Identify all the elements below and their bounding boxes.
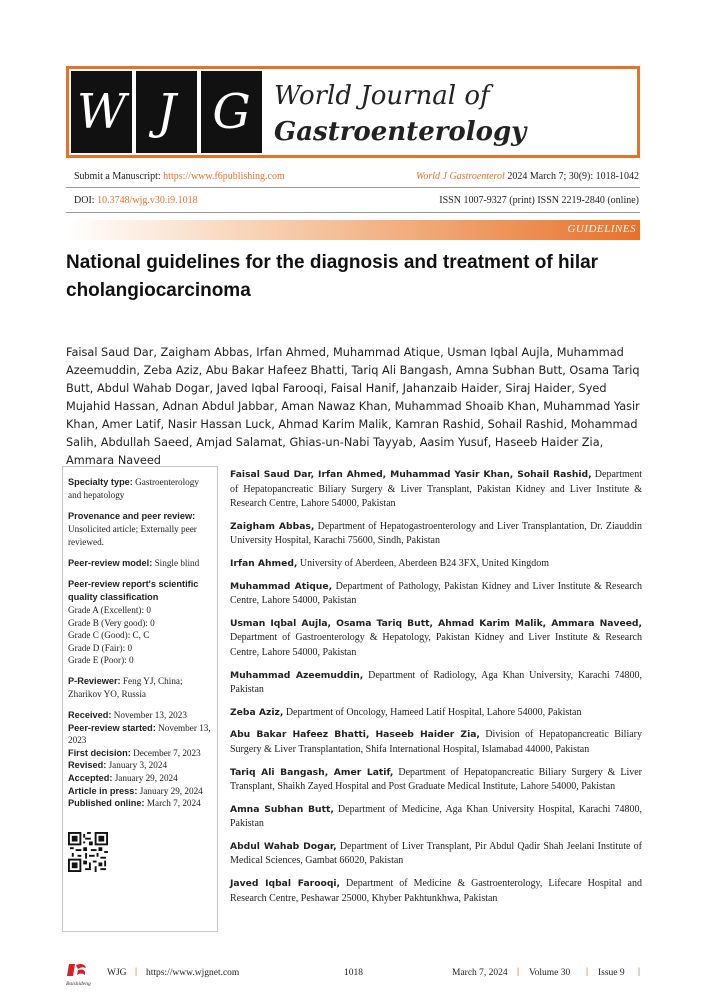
affiliation-text: University of Aberdeen, Aberdeen B24 3FX, United Kingdom bbox=[297, 557, 550, 569]
date-value: January 3, 2024 bbox=[106, 760, 168, 771]
affiliation-item bbox=[230, 766, 642, 795]
date-label: Peer-review started: bbox=[68, 722, 156, 733]
grade-d: Grade D (Fair): 0 bbox=[68, 642, 133, 653]
date-label: Received: bbox=[68, 709, 112, 720]
logo-letter-w: W bbox=[71, 71, 132, 153]
footer-separator: | bbox=[638, 967, 641, 977]
dates-section bbox=[68, 709, 212, 810]
affiliation-names: Zaigham Abbas, bbox=[230, 520, 315, 532]
grade-e: Grade E (Poor): 0 bbox=[68, 655, 134, 666]
grade-c: Grade C (Good): C, C bbox=[68, 630, 150, 641]
date-value: January 29, 2024 bbox=[112, 772, 178, 783]
date-value: November 13, 2023 bbox=[111, 709, 187, 720]
affiliation-names: Faisal Saud Dar, Irfan Ahmed, Muhammad Yasir Khan, Sohail Rashid, bbox=[230, 469, 592, 480]
affiliation-text: Department of Gastroenterology & Hepatology, Pakistan Kidney and Liver Institute & Research Centre, Lahore 54000, Pakistan bbox=[230, 632, 642, 658]
citation-line bbox=[416, 171, 639, 182]
footer-separator: | bbox=[517, 967, 520, 977]
affiliation-names: Usman Iqbal Aujla, Osama Tariq Butt, Ahmad Karim Malik, Ammara Naveed, bbox=[230, 617, 642, 629]
divider bbox=[66, 212, 640, 213]
date-peer-review-started bbox=[68, 722, 212, 747]
affiliation-names: Abdul Wahab Dogar, bbox=[230, 840, 337, 852]
date-label: Accepted: bbox=[68, 772, 113, 783]
provenance-label: Provenance and peer review: bbox=[68, 511, 196, 521]
article-type-bar bbox=[66, 220, 640, 240]
article-info-sidebar bbox=[62, 466, 218, 932]
date-label: Published online: bbox=[68, 798, 145, 809]
date-value: December 7, 2023 bbox=[130, 747, 201, 758]
affiliation-text: Division of Hepatopancreatic Biliary Surgery & Liver Transplantation, Shifa International Hospital, Islamabad 44000, Pakistan bbox=[230, 729, 642, 755]
journal-name-line2: Gastroenterology bbox=[274, 117, 527, 147]
article-type-label: GUIDELINES bbox=[567, 223, 636, 235]
footer-separator: | bbox=[586, 967, 589, 977]
divider bbox=[66, 187, 640, 188]
submit-label: Submit a Manuscript: bbox=[74, 171, 164, 182]
affiliation-item bbox=[230, 580, 642, 609]
citation-rest: 2024 March 7; 30(9): 1018-1042 bbox=[504, 171, 639, 182]
affiliation-text: Department of Hepatogastroenterology and Liver Transplantation, Dr. Ziauddin University Hospital, Karachi 75600, Sindh, Pakistan bbox=[230, 520, 642, 547]
journal-banner bbox=[66, 66, 640, 158]
doi-line bbox=[74, 195, 198, 206]
submit-link[interactable]: https://www.f6publishing.com bbox=[163, 171, 285, 182]
reviewer-section bbox=[68, 675, 212, 701]
affiliations bbox=[230, 468, 642, 914]
affiliation-names: Amna Subhan Butt, bbox=[230, 803, 334, 815]
date-first-decision bbox=[68, 747, 212, 760]
affiliation-text: Department of Liver Transplant, Pir Abdul Qadir Shah Jeelani Institute of Medical Sciences, Gambat 66020, Pakistan bbox=[230, 840, 642, 867]
peer-model-value: Single blind bbox=[152, 558, 200, 568]
peer-model-section bbox=[68, 557, 212, 570]
author-list: Faisal Saud Dar, Zaigham Abbas, Irfan Ahmed, Muhammad Atique, Usman Iqbal Aujla, Muhammad Azeemuddin, Zeba Aziz, Abu Bakar Hafeez Bhatti, Tariq Ali Bangash, Amna Subhan Butt, Osama Tariq Butt, Abdul Wahab Dogar, Javed Iqbal Farooqi, Faisal Hanif, Jahanzaib Haider, Siraj Haider, Syed Mujahid Hassan, Adnan Abdul Jabbar, Aman Nawaz Khan, Muhammad Shoaib Khan, Muhammad Yasir Khan, Amer Latif, Nasir Hassan Luck, Ahmad Karim Malik, Kamran Rashid, Sohail Rashid, Mohammad Salih, Abdullah Saeed, Amjad Salamat, Ghias-un-Nabi Tayyab, Aasim Yusuf, Haseeb Haider Zia, Ammara Naveed bbox=[66, 346, 640, 467]
doi-label: DOI: bbox=[74, 195, 98, 206]
affiliation-text: Department of Medicine & Gastroenterology, Lifecare Hospital and Research Centre, Peshawar 25000, Khyber Pakhtunkhwa, Pakistan bbox=[230, 878, 642, 904]
affiliation-text: Department of Radiology, Aga Khan University, Karachi 74800, Pakistan bbox=[230, 669, 643, 696]
issn-line: ISSN 1007-9327 (print) ISSN 2219-2840 (online) bbox=[439, 195, 639, 206]
affiliation-text: Department of Pathology, Pakistan Kidney and Liver Institute & Research Centre, Lahore 54000, Pakistan bbox=[230, 580, 642, 607]
provenance-value: Unsolicited article; Externally peer reviewed. bbox=[68, 524, 197, 547]
footer-date: March 7, 2024 bbox=[452, 968, 508, 978]
journal-name-line1: World Journal of bbox=[274, 81, 490, 111]
grade-b: Grade B (Very good): 0 bbox=[68, 617, 155, 628]
publisher-logo-text: Baishideng bbox=[66, 981, 91, 987]
affiliation-item bbox=[230, 728, 642, 757]
affiliation-text: Department of Medicine, Aga Khan University Hospital, Karachi 74800, Pakistan bbox=[230, 803, 642, 830]
date-label: Revised: bbox=[68, 760, 107, 771]
affiliation-names: Tariq Ali Bangash, Amer Latif, bbox=[230, 766, 394, 778]
specialty-label: Specialty type: bbox=[68, 477, 133, 487]
date-published bbox=[68, 797, 212, 810]
affiliation-names: Abu Bakar Hafeez Bhatti, Haseeb Haider Zia, bbox=[230, 729, 480, 741]
doi-link[interactable]: 10.3748/wjg.v30.i9.1018 bbox=[97, 195, 198, 206]
page-footer bbox=[66, 966, 646, 988]
specialty-value: Gastroenterology and hepatology bbox=[68, 477, 199, 500]
date-revised bbox=[68, 759, 212, 772]
affiliation-names: Muhammad Azeemuddin, bbox=[230, 669, 364, 681]
date-label: Article in press: bbox=[68, 785, 138, 796]
footer-page-number: 1018 bbox=[344, 968, 363, 978]
footer-separator: | bbox=[135, 967, 138, 977]
quality-section bbox=[68, 578, 212, 667]
specialty-section bbox=[68, 476, 212, 502]
grade-a: Grade A (Excellent): 0 bbox=[68, 605, 151, 615]
date-received bbox=[68, 709, 212, 722]
quality-label: Peer-review report's scientific quality classification bbox=[68, 579, 199, 602]
reviewer-label: P-Reviewer: bbox=[68, 675, 121, 686]
affiliation-item bbox=[230, 617, 642, 661]
date-accepted bbox=[68, 772, 212, 785]
affiliation-text: Department of Hepatopancreatic Biliary Surgery & Liver Transplant, Shaikh Zayed Hospital and Post Graduate Medical Institute, Lahore 54000, Pakistan bbox=[230, 766, 642, 793]
article-title: National guidelines for the diagnosis and treatment of hilar cholangiocarcinoma bbox=[66, 252, 599, 301]
footer-volume: Volume 30 bbox=[529, 968, 571, 978]
affiliation-item bbox=[230, 669, 642, 698]
affiliation-text: Department of Oncology, Hameed Latif Hospital, Lahore 54000, Pakistan bbox=[283, 706, 582, 718]
provenance-section bbox=[68, 510, 212, 549]
logo-letter-j: J bbox=[136, 71, 197, 153]
date-value: March 7, 2024 bbox=[144, 798, 201, 809]
affiliation-item bbox=[230, 468, 642, 512]
affiliation-item bbox=[230, 877, 642, 906]
peer-model-label: Peer-review model: bbox=[68, 558, 153, 568]
date-value: January 29, 2024 bbox=[137, 785, 203, 796]
affiliation-names: Zeba Aziz, bbox=[230, 706, 284, 718]
reviewer-value: Feng YJ, China; Zharikov YO, Russia bbox=[68, 675, 183, 699]
citation-journal: World J Gastroenterol bbox=[415, 171, 505, 182]
date-in-press bbox=[68, 785, 212, 798]
logo-letter-g: G bbox=[201, 71, 262, 153]
affiliation-names: Javed Iqbal Farooqi, bbox=[230, 878, 341, 890]
date-label: First decision: bbox=[68, 747, 131, 758]
footer-journal: WJG bbox=[107, 968, 127, 978]
submit-line bbox=[74, 171, 285, 182]
affiliation-text: Department of Hepatopancreatic Biliary Surgery & Liver Transplant, Pakistan Kidney and Liver Institute & Research Centre, Lahore 54000, Pakistan bbox=[230, 469, 642, 510]
affiliation-item bbox=[230, 840, 642, 869]
qr-code-icon[interactable] bbox=[68, 832, 108, 872]
footer-issue: Issue 9 bbox=[598, 968, 625, 978]
affiliation-item bbox=[230, 520, 642, 549]
affiliation-names: Irfan Ahmed, bbox=[230, 557, 298, 569]
footer-url[interactable]: https://www.wjgnet.com bbox=[146, 968, 240, 978]
affiliation-item bbox=[230, 706, 642, 721]
affiliation-item bbox=[230, 557, 642, 572]
affiliation-names: Muhammad Atique, bbox=[230, 580, 333, 592]
date-value: November 13, 2023 bbox=[68, 722, 211, 746]
affiliation-item bbox=[230, 803, 642, 832]
